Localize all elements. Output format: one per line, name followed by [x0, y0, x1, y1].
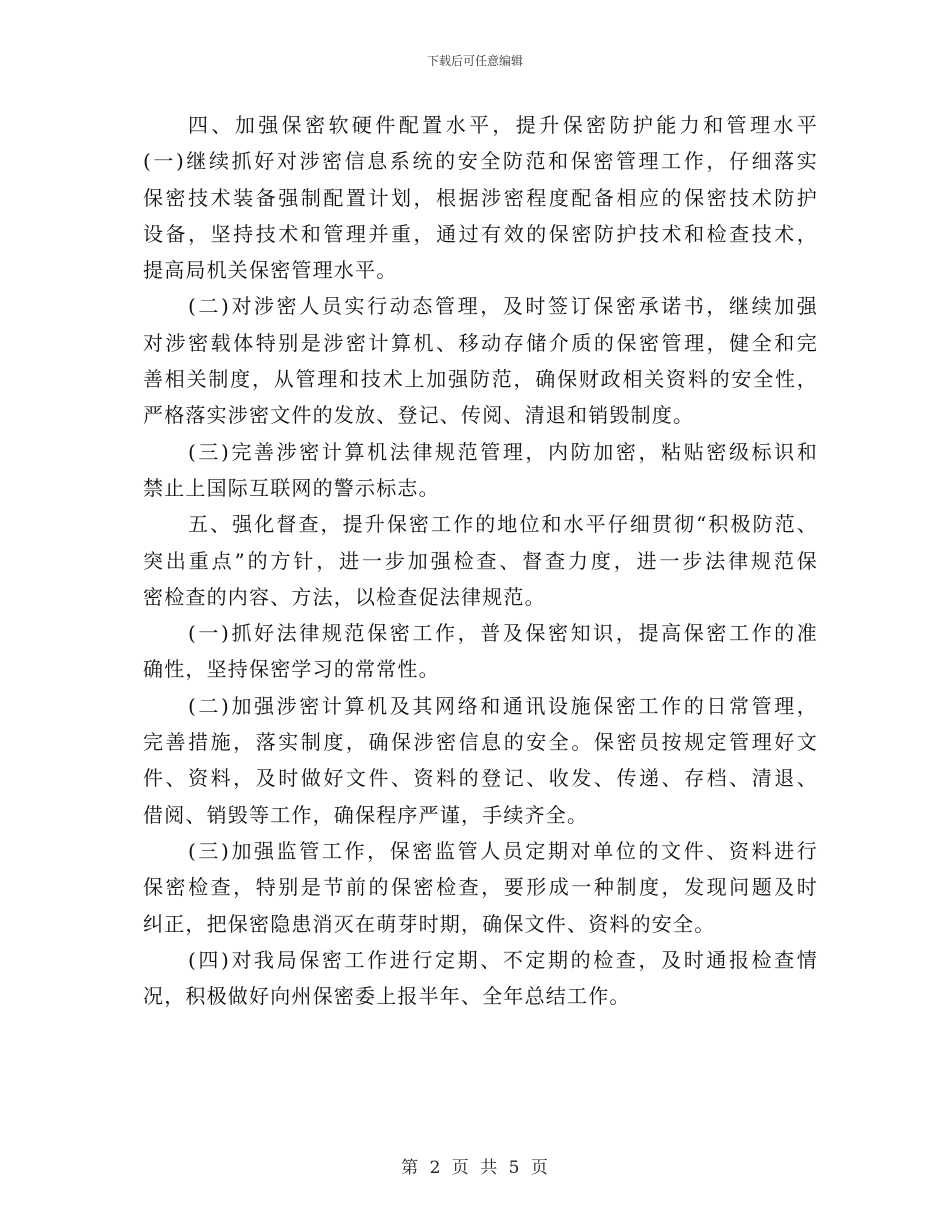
paragraph-line: 况，积极做好向州保密委上报半年、全年总结工作。	[143, 984, 631, 1009]
paragraph-line: 保密检查，特别是节前的保密检查，要形成一种制度，发现问题及时	[143, 875, 818, 900]
paragraph-line: 突出重点”的方针，进一步加强检查、督查力度，进一步法律规范保	[143, 548, 818, 573]
paragraph-line: 善相关制度，从管理和技术上加强防范，确保财政相关资料的安全性，	[143, 367, 818, 392]
paragraph-line: 借阅、销毁等工作，确保程序严谨，手续齐全。	[143, 802, 589, 827]
paragraph-line: 禁止上国际互联网的警示标志。	[143, 475, 440, 500]
section-heading-4: 四、加强保密软硬件配置水平，提升保密防护能力和管理水平	[188, 113, 818, 137]
paragraph-line: 件、资料，及时做好文件、资料的登记、收发、传递、存档、清退、	[143, 766, 818, 791]
paragraph-line: (三)完善涉密计算机法律规范管理，内防加密，粘贴密级标识和	[188, 439, 818, 464]
paragraph-line: 保密技术装备强制配置计划，根据涉密程度配备相应的保密技术防护	[143, 185, 818, 210]
document-body	[143, 107, 818, 1014]
paragraph-line: 纠正，把保密隐患消灭在萌芽时期，确保文件、资料的安全。	[143, 911, 716, 936]
paragraph-line: 确性，坚持保密学习的常常性。	[143, 657, 440, 682]
paragraph-line: 严格落实涉密文件的发放、登记、传阅、清退和销毁制度。	[143, 403, 695, 428]
page-header-note: 下载后可任意编辑	[426, 54, 523, 68]
paragraph-line: (一)继续抓好对涉密信息系统的安全防范和保密管理工作，仔细落实	[143, 149, 818, 174]
paragraph-line: 对涉密载体特别是涉密计算机、移动存储介质的保密管理，健全和完	[143, 330, 818, 355]
paragraph-line: 设备，坚持技术和管理并重，通过有效的保密防护技术和检查技术，	[143, 221, 818, 246]
paragraph-line: 完善措施，落实制度，确保涉密信息的安全。保密员按规定管理好文	[143, 730, 818, 755]
paragraph-line: (三)加强监管工作，保密监管人员定期对单位的文件、资料进行	[188, 838, 818, 863]
paragraph-line: (一)抓好法律规范保密工作，普及保密知识，提高保密工作的准	[188, 621, 818, 646]
paragraph-line: (四)对我局保密工作进行定期、不定期的检查，及时通报检查情	[188, 947, 818, 972]
paragraph-line: (二)对涉密人员实行动态管理，及时签订保密承诺书，继续加强	[188, 294, 818, 319]
paragraph-line: 提高局机关保密管理水平。	[143, 258, 398, 283]
paragraph-line: (二)加强涉密计算机及其网络和通讯设施保密工作的日常管理，	[188, 693, 818, 718]
paragraph-line: 密检查的内容、方法，以检查促法律规范。	[143, 584, 546, 609]
section-heading-5: 五、强化督查，提升保密工作的地位和水平仔细贯彻“积极防范、	[188, 512, 818, 537]
page-number-footer: 第 2 页 共 5 页	[401, 1158, 549, 1178]
